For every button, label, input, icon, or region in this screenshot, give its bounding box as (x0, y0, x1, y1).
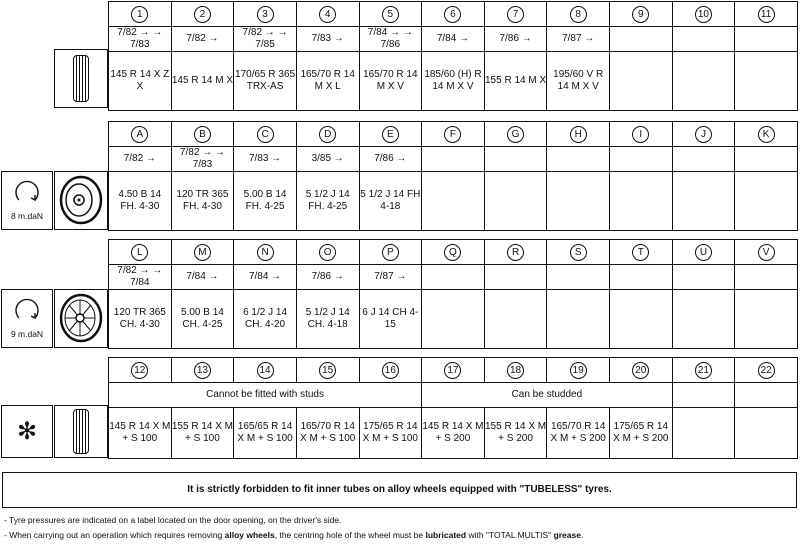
spec-cell: 145 R 14 X Z X (109, 52, 172, 111)
column-number-badge: N (257, 244, 274, 261)
steel-wheel-icon-box (54, 171, 108, 230)
alloy-wheel-icon-box (54, 289, 108, 348)
note-text: , the centring hole of the wheel must be (274, 530, 426, 540)
column-number-badge: 12 (131, 362, 148, 379)
column-number-badge: B (194, 126, 211, 143)
column-number-badge: 17 (444, 362, 461, 379)
column-header (672, 2, 735, 27)
date-cell: 7/87 → (547, 27, 610, 52)
alloy-torque-value: 9 m.daN (10, 329, 44, 339)
torque-rotation-icon (2, 290, 52, 330)
no-studs-group: Cannot be fitted with studs (109, 383, 422, 408)
column-number-badge: 21 (695, 362, 712, 379)
steel-wheel-icon (55, 172, 107, 229)
date-cell: 7/86 → (359, 147, 422, 172)
column-header (672, 358, 735, 383)
column-number-badge: 14 (257, 362, 274, 379)
column-header (296, 358, 359, 383)
column-number-badge: L (131, 244, 148, 261)
spec-cell: 170/65 R 365 TRX-AS (234, 52, 297, 111)
date-cell: 7/83 → (296, 27, 359, 52)
column-header (171, 240, 234, 265)
spec-cell (422, 290, 485, 349)
spec-cell: 175/65 R 14 X M + S 200 (610, 408, 673, 459)
spec-cell: 5 1/2 J 14 CH. 4-18 (296, 290, 359, 349)
spec-cell: 165/70 R 14 X M + S 200 (547, 408, 610, 459)
steel-wheel-table (108, 121, 798, 231)
header-row (109, 358, 798, 383)
alloy-wheel-table-body (109, 240, 798, 349)
tubeless-warning: It is strictly forbidden to fit inner tubes on alloy wheels equipped with "TUBELESS" tyres. (2, 472, 797, 508)
date-cell (672, 147, 735, 172)
tyre-size-table (108, 1, 798, 111)
column-header (109, 358, 172, 383)
column-number-badge: V (758, 244, 775, 261)
spec-cell: 6 1/2 J 14 CH. 4-20 (234, 290, 297, 349)
steel-wheel-table-body (109, 122, 798, 231)
column-number-badge: 5 (382, 6, 399, 23)
column-header (735, 2, 798, 27)
spec-cell: 185/60 (H) R 14 M X V (422, 52, 485, 111)
spec-cell: 5 1/2 J 14 FH. 4-25 (296, 172, 359, 231)
spec-cell: 155 R 14 X M + S 200 (484, 408, 547, 459)
date-cell (735, 265, 798, 290)
column-header (109, 2, 172, 27)
winter-tyre-table (108, 357, 798, 459)
column-number-badge: F (444, 126, 461, 143)
column-number-badge: P (382, 244, 399, 261)
date-cell (735, 27, 798, 52)
column-number-badge: 18 (507, 362, 524, 379)
date-cell (484, 147, 547, 172)
column-header (296, 122, 359, 147)
alloy-torque-box (1, 289, 53, 348)
header-row (109, 2, 798, 27)
note-bold-lubricated: lubricated (425, 530, 467, 540)
column-header (610, 122, 673, 147)
column-header (109, 122, 172, 147)
tyre-icon-box (54, 49, 108, 108)
date-cell (610, 265, 673, 290)
column-header (422, 122, 485, 147)
date-row (109, 27, 798, 52)
column-header (359, 358, 422, 383)
column-number-badge: 22 (758, 362, 775, 379)
column-header (359, 2, 422, 27)
note-text: . (580, 530, 584, 540)
column-header (234, 240, 297, 265)
steel-torque-value: 8 m.daN (10, 211, 44, 221)
column-number-badge: 11 (758, 6, 775, 23)
spec-cell (547, 172, 610, 231)
spec-cell (610, 52, 673, 111)
spec-cell (484, 290, 547, 349)
alloy-wheel-icon (55, 290, 107, 347)
column-header (234, 122, 297, 147)
date-cell: 7/86 → (484, 27, 547, 52)
steel-torque-box (1, 171, 53, 230)
column-number-badge: I (632, 126, 649, 143)
column-number-badge: K (758, 126, 775, 143)
date-cell (672, 27, 735, 52)
column-header (610, 358, 673, 383)
torque-rotation-icon (2, 172, 52, 212)
date-cell: 7/83 → (234, 147, 297, 172)
column-number-badge: H (570, 126, 587, 143)
alloy-wheel-table (108, 239, 798, 349)
column-header (735, 122, 798, 147)
spec-cell (735, 290, 798, 349)
column-number-badge: 1 (131, 6, 148, 23)
tyre-tread-icon (73, 409, 89, 454)
spec-cell (547, 290, 610, 349)
date-cell (422, 265, 485, 290)
column-header (234, 2, 297, 27)
stud-group-row (109, 383, 798, 408)
date-cell: 7/82 → → 7/84 (109, 265, 172, 290)
date-row (109, 147, 798, 172)
column-header (547, 358, 610, 383)
column-number-badge: 2 (194, 6, 211, 23)
header-row (109, 122, 798, 147)
spec-cell: 5.00 B 14 FH. 4-25 (234, 172, 297, 231)
column-header (422, 2, 485, 27)
column-header (359, 240, 422, 265)
column-header (296, 240, 359, 265)
studs-group: Can be studded (422, 383, 673, 408)
spec-cell: 4.50 B 14 FH. 4-30 (109, 172, 172, 231)
note-text: with "TOTAL MULTIS" (466, 530, 554, 540)
column-header (672, 240, 735, 265)
column-number-badge: 20 (632, 362, 649, 379)
column-header (171, 358, 234, 383)
column-number-badge: A (131, 126, 148, 143)
column-header (359, 122, 422, 147)
date-cell: 7/84 → (422, 27, 485, 52)
spec-cell (672, 172, 735, 231)
spec-cell: 5.00 B 14 CH. 4-25 (171, 290, 234, 349)
spec-cell: 145 R 14 X M + S 100 (109, 408, 172, 459)
spec-cell: 6 J 14 CH 4-15 (359, 290, 422, 349)
column-header (234, 358, 297, 383)
spec-cell: 120 TR 365 FH. 4-30 (171, 172, 234, 231)
column-number-badge: 13 (194, 362, 211, 379)
tyre-size-table-body (109, 2, 798, 111)
spec-cell: 155 R 14 M X (484, 52, 547, 111)
alloy-lubrication-note (4, 530, 583, 540)
column-header (296, 2, 359, 27)
column-header (484, 2, 547, 27)
spec-cell (735, 408, 798, 459)
spec-row (109, 290, 798, 349)
date-cell: 7/82 → → 7/83 (109, 27, 172, 52)
column-header (171, 2, 234, 27)
column-header (109, 240, 172, 265)
date-cell: 7/82 → → 7/85 (234, 27, 297, 52)
column-number-badge: 15 (319, 362, 336, 379)
spec-cell (672, 408, 735, 459)
column-header (484, 358, 547, 383)
date-cell (672, 265, 735, 290)
date-cell: 7/84 → → 7/86 (359, 27, 422, 52)
spec-row (109, 172, 798, 231)
snow-symbol-box (1, 405, 53, 458)
column-number-badge: S (570, 244, 587, 261)
date-cell: 7/86 → (296, 265, 359, 290)
column-number-badge: 10 (695, 6, 712, 23)
note-bold-grease: grease (553, 530, 581, 540)
column-number-badge: T (632, 244, 649, 261)
spec-cell (672, 290, 735, 349)
column-number-badge: 4 (319, 6, 336, 23)
column-number-badge: M (194, 244, 211, 261)
column-number-badge: 8 (570, 6, 587, 23)
date-row (109, 265, 798, 290)
column-number-badge: 3 (257, 6, 274, 23)
date-cell: 7/84 → (171, 265, 234, 290)
column-header (422, 358, 485, 383)
header-row (109, 240, 798, 265)
spec-cell: 165/70 R 14 X M + S 100 (296, 408, 359, 459)
spec-cell: 5 1/2 J 14 FH 4-18 (359, 172, 422, 231)
date-cell (547, 147, 610, 172)
winter-tyre-table-body (109, 358, 798, 459)
spec-cell: 155 R 14 X M + S 100 (171, 408, 234, 459)
spec-cell (422, 172, 485, 231)
spec-cell (735, 172, 798, 231)
note-text: - When carrying out an operation which requires removing (4, 530, 225, 540)
column-number-badge: 19 (570, 362, 587, 379)
column-header (484, 240, 547, 265)
spec-cell: 165/70 R 14 M X L (296, 52, 359, 111)
date-cell: 7/87 → (359, 265, 422, 290)
column-number-badge: U (695, 244, 712, 261)
date-cell (610, 27, 673, 52)
note-bold-alloy: alloy wheels (224, 530, 275, 540)
spec-cell (672, 52, 735, 111)
column-header (171, 122, 234, 147)
spec-cell: 165/70 R 14 M X V (359, 52, 422, 111)
column-number-badge: O (319, 244, 336, 261)
spec-cell: 175/65 R 14 X M + S 100 (359, 408, 422, 459)
spec-cell (610, 172, 673, 231)
spec-row (109, 52, 798, 111)
column-number-badge: D (319, 126, 336, 143)
column-number-badge: C (257, 126, 274, 143)
column-number-badge: 16 (382, 362, 399, 379)
column-header (735, 358, 798, 383)
date-cell (610, 147, 673, 172)
column-number-badge: R (507, 244, 524, 261)
column-header (610, 2, 673, 27)
column-number-badge: Q (444, 244, 461, 261)
column-header (672, 122, 735, 147)
date-cell (422, 147, 485, 172)
spec-cell: 165/65 R 14 X M + S 100 (234, 408, 297, 459)
spec-cell (610, 290, 673, 349)
spec-cell: 145 R 14 M X (171, 52, 234, 111)
snowflake-icon: ✻ (16, 418, 38, 445)
column-number-badge: G (507, 126, 524, 143)
pressure-note: - Tyre pressures are indicated on a label located on the door opening, on the driver's side. (4, 515, 342, 525)
date-cell: 7/82 → → 7/83 (171, 147, 234, 172)
spec-cell: 195/60 V R 14 M X V (547, 52, 610, 111)
date-cell (547, 265, 610, 290)
spec-cell: 120 TR 365 CH. 4-30 (109, 290, 172, 349)
column-number-badge: 7 (507, 6, 524, 23)
empty-cell (672, 383, 735, 408)
spec-cell (484, 172, 547, 231)
column-number-badge: 6 (444, 6, 461, 23)
column-number-badge: 9 (632, 6, 649, 23)
winter-tyre-icon-box (54, 405, 108, 458)
column-header (547, 122, 610, 147)
date-cell: 7/84 → (234, 265, 297, 290)
column-header (735, 240, 798, 265)
column-header (422, 240, 485, 265)
column-header (484, 122, 547, 147)
tyre-tread-icon (73, 55, 89, 102)
empty-cell (735, 383, 798, 408)
column-header (547, 2, 610, 27)
column-number-badge: E (382, 126, 399, 143)
column-header (547, 240, 610, 265)
spec-cell: 145 R 14 X M + S 200 (422, 408, 485, 459)
date-cell: 7/82 → (171, 27, 234, 52)
date-cell (484, 265, 547, 290)
date-cell: 7/82 → (109, 147, 172, 172)
date-cell: 3/85 → (296, 147, 359, 172)
spec-row (109, 408, 798, 459)
column-number-badge: J (695, 126, 712, 143)
date-cell (735, 147, 798, 172)
column-header (610, 240, 673, 265)
spec-cell (735, 52, 798, 111)
